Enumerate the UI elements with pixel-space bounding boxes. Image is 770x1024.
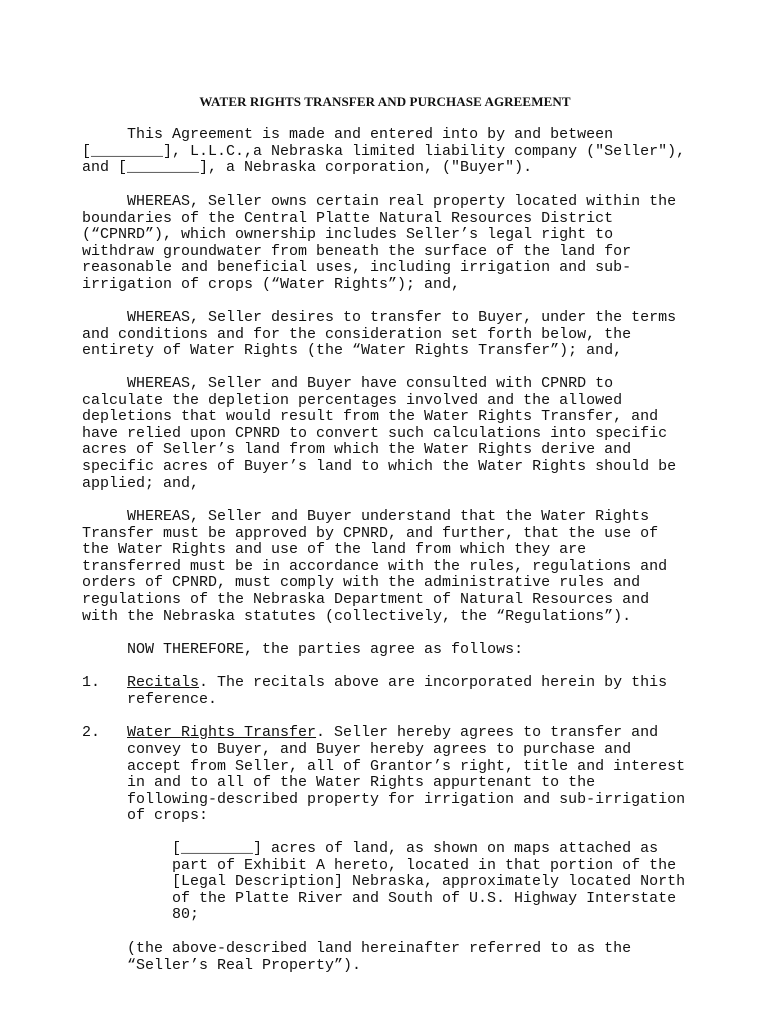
document-title: WATER RIGHTS TRANSFER AND PURCHASE AGREEMENT [199, 94, 571, 109]
intro-paragraph: This Agreement is made and entered into by and between [________], L.L.C.,a Nebraska limited liability company ("Seller"), and [________], a Nebraska corporation, ("Buyer"). [82, 126, 686, 177]
item-1-heading: Recitals [127, 674, 200, 691]
whereas-paragraph-4: WHEREAS, Seller and Buyer understand that the Water Rights Transfer must be approved by CPNRD, and further, that the use of the Water Rights and use of the land from which they are transferred must be in accordance with the rules, regulations and orders of CPNRD, must comply with the administrative rules and regulations of the Nebraska Department of Natural Resources and with the Nebraska statutes (collectively, the “Regulations”). [82, 508, 668, 625]
whereas-paragraph-3: WHEREAS, Seller and Buyer have consulted with CPNRD to calculate the depletion percentages involved and the allowed depletions that would result from the Water Rights Transfer, and have relied upon CPNRD to convert such calculations into specific acres of Seller’s land from which the Water Rights derive and specific acres of Buyer’s land to which the Water Rights should be applied; and, [82, 375, 677, 492]
item-2-text-rest: convey to Buyer, and Buyer hereby agrees to purchase and accept from Seller, all of Grantor’s right, title and interest in and to all of the Water Rights appurtenant to the following-described property for irrigation and sub-irrigation of crops: [127, 741, 686, 825]
whereas-paragraph-1: WHEREAS, Seller owns certain real property located within the boundaries of the Central Platte Natural Resources District (“CPNRD”), which ownership includes Seller’s legal right to withdraw groundwater from beneath the surface of the land for reasonable and beneficial uses, including irrigation and sub- irrigation of crops (“Water Rights”); and, [82, 193, 677, 293]
item-1-text [127, 675, 707, 692]
item-1-text-first: . The recitals above are incorporated herein by this [199, 674, 668, 691]
property-description-block: [________] acres of land, as shown on maps attached as part of Exhibit A hereto, located in that portion of the [Legal Description] Nebraska, approximately located North of the Platte River and South of U.S. Highway Interstate 80; [172, 840, 686, 924]
whereas-paragraph-2: WHEREAS, Seller desires to transfer to Buyer, under the terms and conditions and for the consideration set forth below, the entirety of Water Rights (the “Water Rights Transfer”); and, [82, 309, 677, 360]
item-2-text-first: . Seller hereby agrees to transfer and [316, 724, 659, 741]
item-2-text [127, 725, 707, 742]
item-2-number: 2. [82, 724, 101, 741]
item-1-text-rest: reference. [127, 691, 218, 708]
item-1-number: 1. [82, 674, 101, 691]
item-2-heading: Water Rights Transfer [127, 724, 317, 741]
closing-paragraph: (the above-described land hereinafter referred to as the “Seller’s Real Property”). [127, 940, 632, 974]
now-therefore-paragraph: NOW THEREFORE, the parties agree as follows: [82, 641, 524, 658]
